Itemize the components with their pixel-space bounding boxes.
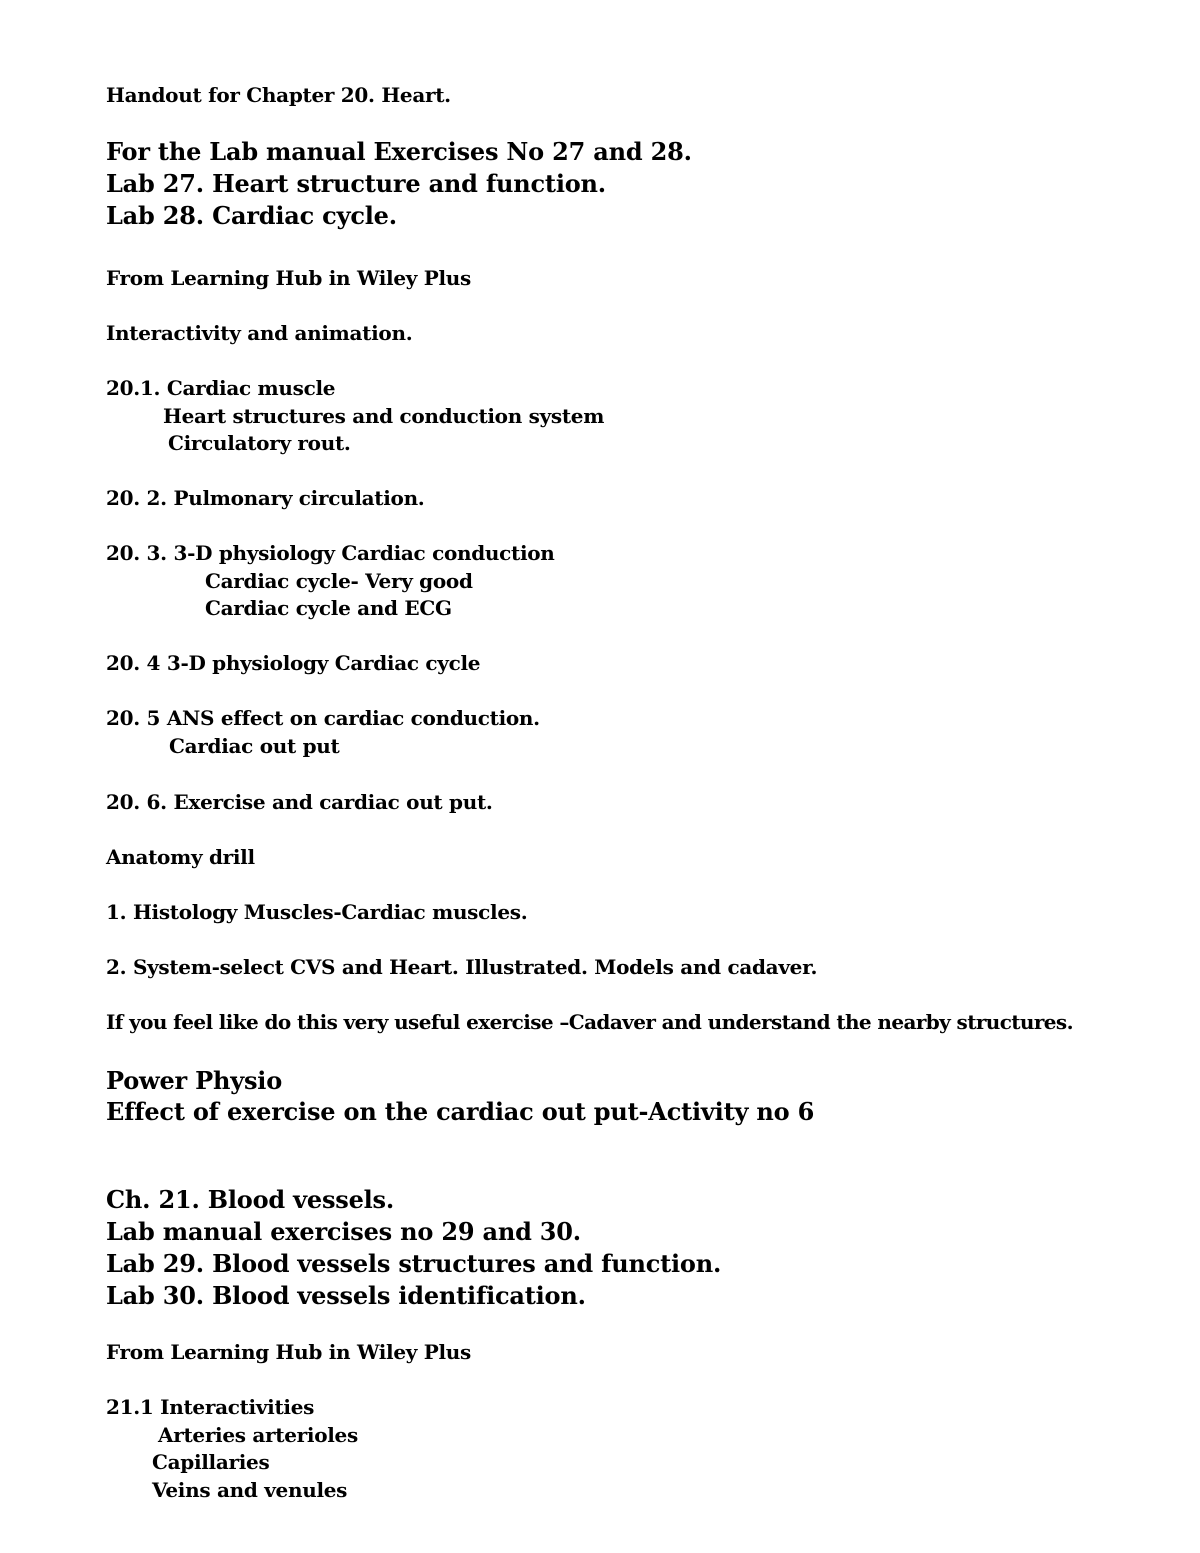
handout-title: Handout for Chapter 20. Heart. [106, 83, 451, 107]
list-subitem: Cardiac cycle- Very good [205, 569, 473, 593]
list-subitem: Arteries arterioles [158, 1423, 358, 1447]
list-subitem: Cardiac cycle and ECG [205, 596, 452, 620]
list-item: 20. 6. Exercise and cardiac out put. [106, 790, 493, 814]
chapter-heading: Ch. 21. Blood vessels. [106, 1185, 395, 1214]
list-subitem: Veins and venules [152, 1478, 348, 1502]
list-item: 20. 5 ANS effect on cardiac conduction. [106, 706, 540, 730]
lab-intro-line: Lab 30. Blood vessels identification. [106, 1281, 586, 1310]
list-subitem: Capillaries [152, 1450, 270, 1474]
list-item: 2. System-select CVS and Heart. Illustrated. Models and cadaver. [106, 955, 818, 979]
power-physio-heading: Power Physio [106, 1066, 283, 1095]
lab-intro-line: Lab manual exercises no 29 and 30. [106, 1217, 581, 1246]
lab-intro-line: Lab 27. Heart structure and function. [106, 169, 606, 198]
list-subitem: Heart structures and conduction system [163, 404, 605, 428]
list-subitem: Circulatory rout. [168, 431, 351, 455]
drill-note: If you feel like do this very useful exercise –Cadaver and understand the nearby structures. [106, 1010, 1073, 1034]
section-heading: From Learning Hub in Wiley Plus [106, 266, 471, 290]
list-item: 21.1 Interactivities [106, 1395, 315, 1419]
lab-intro-line: Lab 29. Blood vessels structures and function. [106, 1249, 722, 1278]
list-item: 20.1. Cardiac muscle [106, 376, 336, 400]
lab-intro-line: For the Lab manual Exercises No 27 and 28. [106, 137, 692, 166]
section-heading: Anatomy drill [106, 845, 255, 869]
section-heading: Interactivity and animation. [106, 321, 413, 345]
list-item: 20. 4 3-D physiology Cardiac cycle [106, 651, 481, 675]
section-heading: From Learning Hub in Wiley Plus [106, 1340, 471, 1364]
list-item: 1. Histology Muscles-Cardiac muscles. [106, 900, 528, 924]
power-physio-activity: Effect of exercise on the cardiac out put-Activity no 6 [106, 1097, 815, 1126]
list-item: 20. 3. 3-D physiology Cardiac conduction [106, 541, 555, 565]
list-subitem: Cardiac out put [169, 734, 340, 758]
list-item: 20. 2. Pulmonary circulation. [106, 486, 425, 510]
lab-intro-line: Lab 28. Cardiac cycle. [106, 201, 397, 230]
